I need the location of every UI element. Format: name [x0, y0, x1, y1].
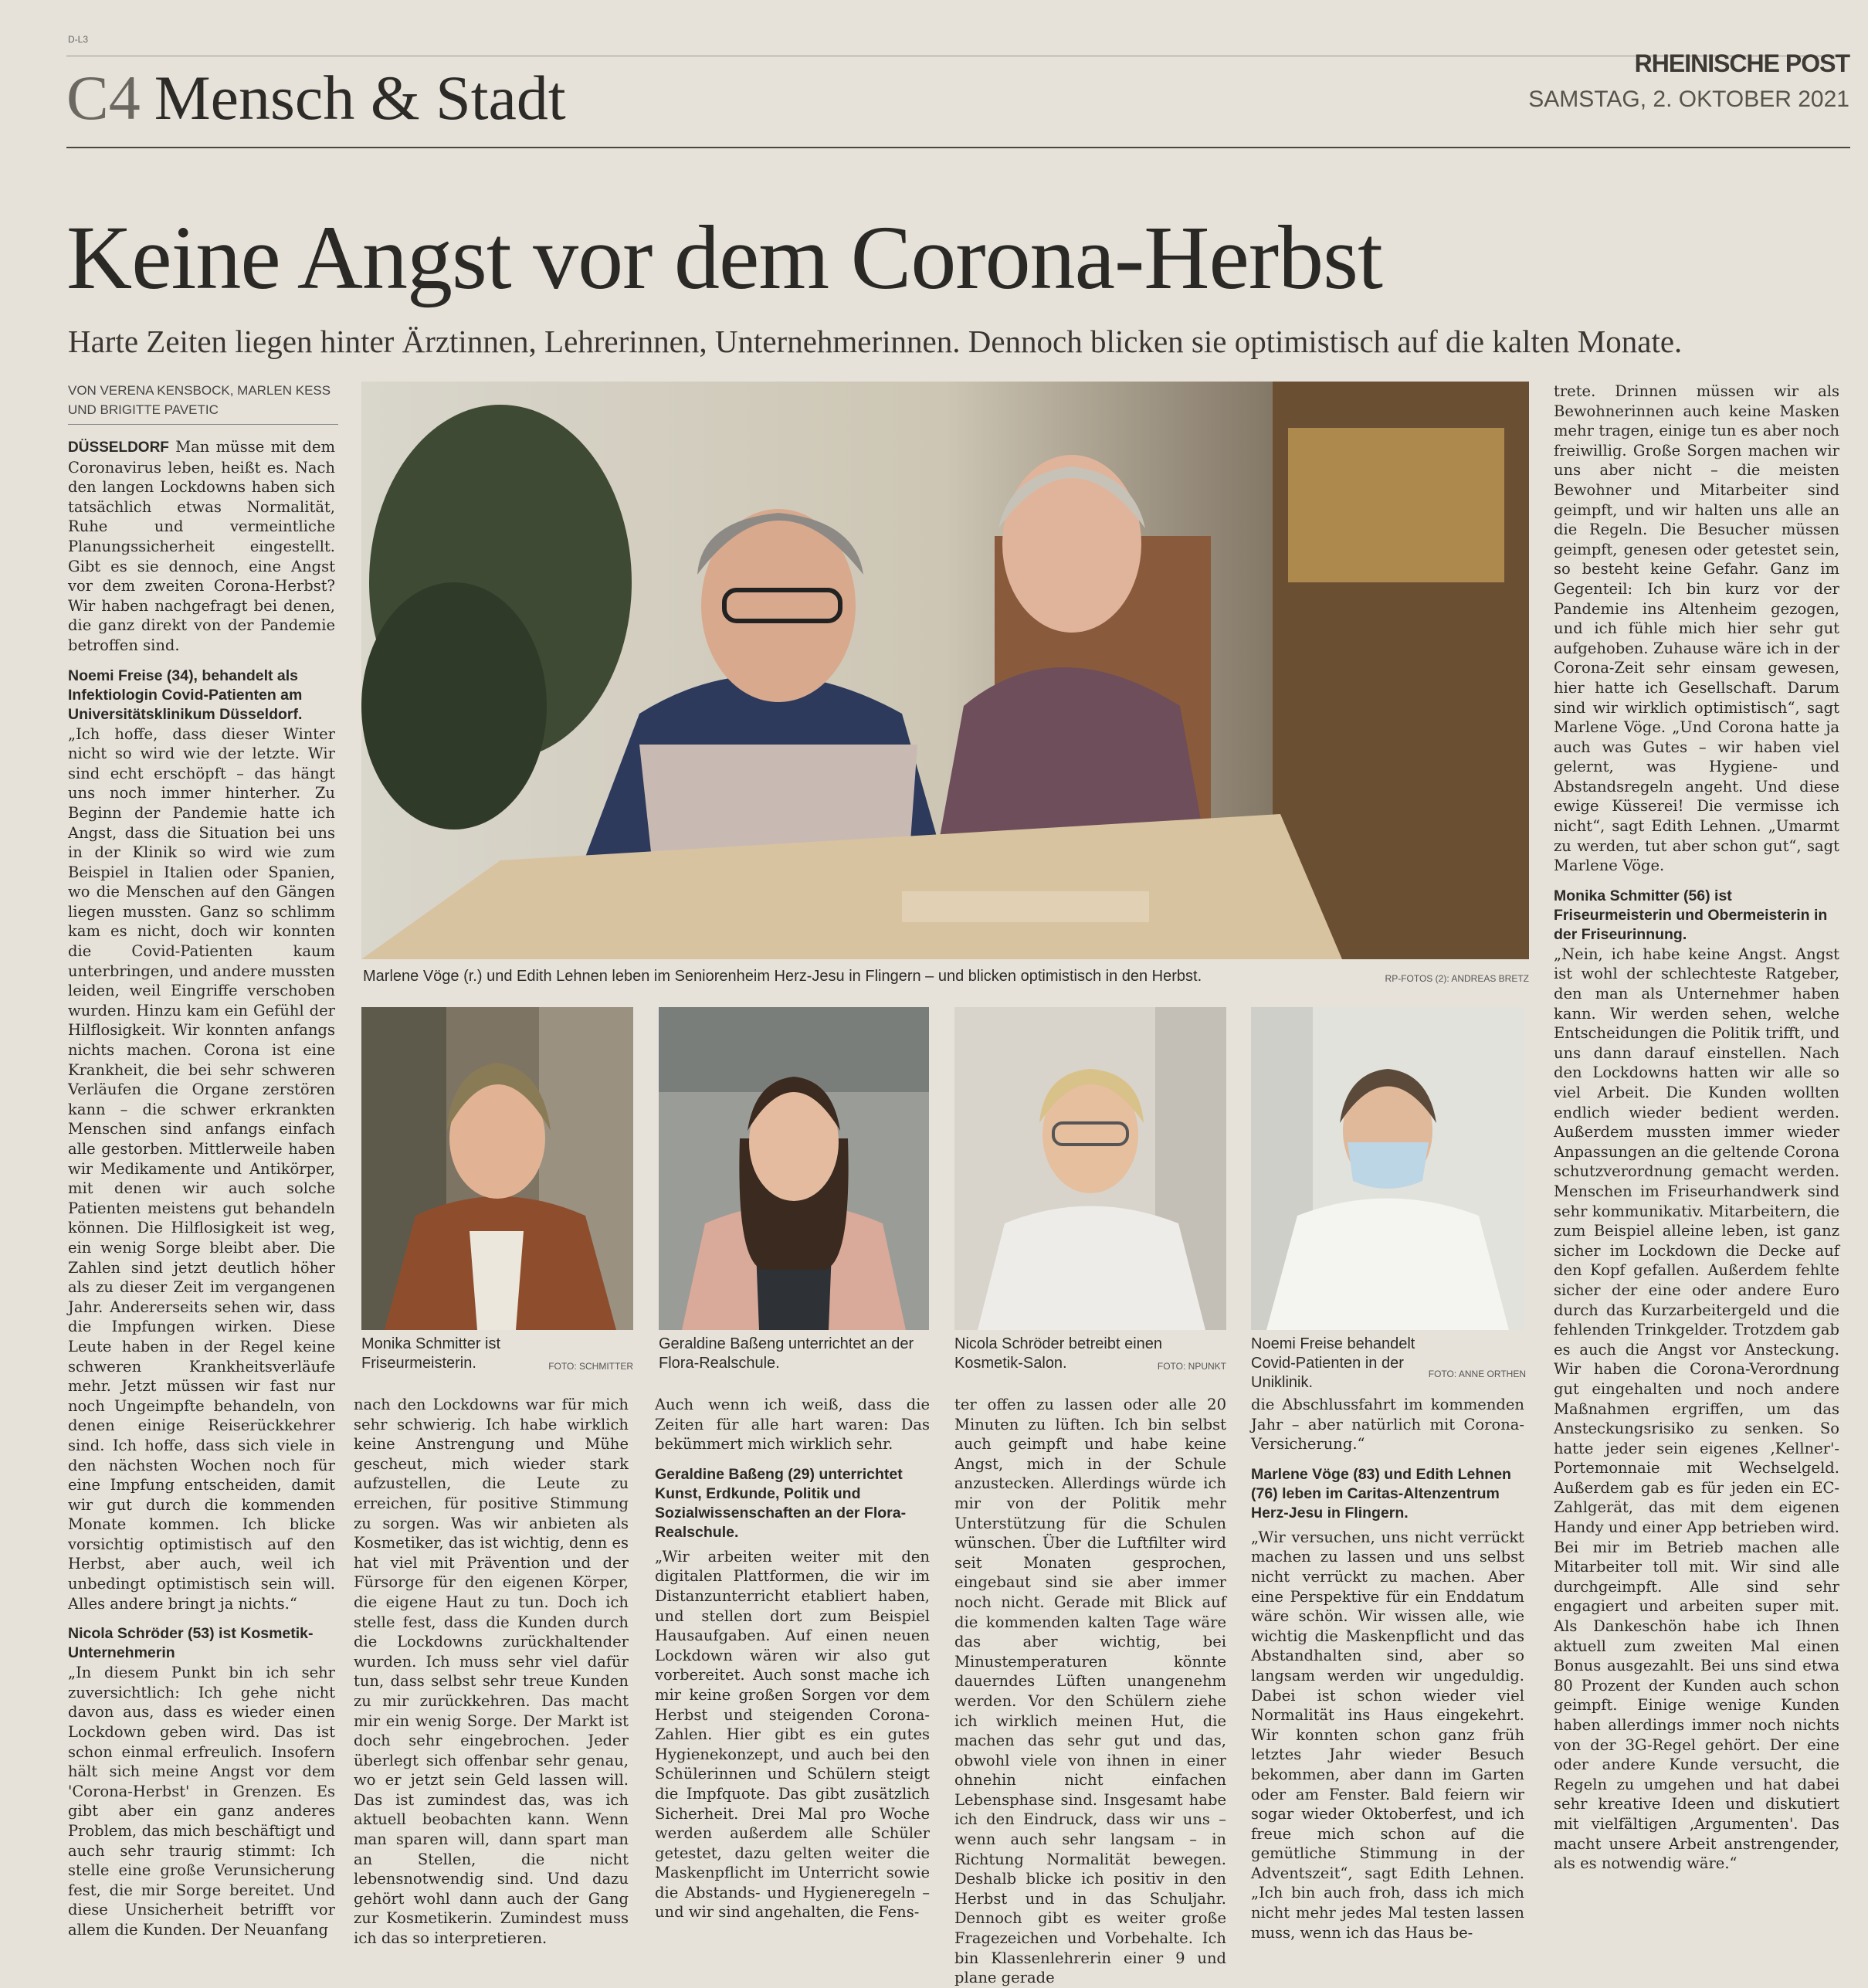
credit-monika: FOTO: SCHMITTER	[548, 1361, 633, 1372]
seniors-subheading: Marlene Vöge (83) und Edith Lehnen (76) leben im Caritas-Altenzentrum Herz-Jesu in Flingern.	[1251, 1465, 1511, 1522]
intro-paragraph	[68, 437, 335, 656]
text-column-1	[68, 437, 335, 1943]
noemi-subheading: Noemi Freise (34), behandelt als Infektiologin Covid-Patienten am Universitätsklinikum Düsseldorf.	[68, 667, 303, 723]
geraldine-statement-part1: „Wir arbeiten weiter mit den digitalen Plattformen, die wir im Distanzunterricht etabliert haben, und stellen dort zum Beispiel Hausaufgaben. Auf einen neuen Lockdown wären wir also gut vorbereitet. Auch sonst mache ich mir keine großen Sorgen vor dem Herbst und steigenden Corona-Zahlen. Hier gibt es ein gutes Hygienekonzept, und auch bei den Schülerinnen und Schülern steigt die Impfquote. Das gibt zusätzlich Sicherheit. Drei Mal pro Woche werden außerdem alle Schüler getestet, dazu gelten weiter die Maskenpflicht im Unterricht sowie die Abstands- und Hygieneregeln – und wir sind angehalten, die Fens-	[655, 1547, 930, 1922]
header-rule	[66, 147, 1850, 148]
geraldine-statement-part2: ter offen zu lassen oder alle 20 Minuten zu lüften. Ich bin selbst auch geimpft und habe keine Angst, mich in der Schule anzustecken. Allerdings würde ich mir von der Politik mehr Unterstützung für die Schulen wünschen. Über die Luftfilter wird seit Monaten gesprochen, eingebaut sind sie aber immer noch nicht. Gerade mit Blick auf die kommenden kalten Tage wäre das aber wichtig, bei Minustemperaturen könnte dauerndes Lüften unangenehm werden. Vor den Schülern ziehe ich wirklich meinen Hut, die machen das sehr gut und das, obwohl viele von ihnen in einer ohnehin nicht einfachen Lebensphase sind. Insgesamt habe ich den Eindruck, dass wir uns – wenn auch sehr langsam – in Richtung Normalität bewegen. Deshalb blicke ich positiv in den Herbst und in das Schuljahr. Dennoch gibt es weiter große Fragezeichen und Vorbehalte. Ich bin Klassenlehrerin einer 9 und plane gerade	[954, 1396, 1226, 1987]
article-subheadline: Harte Zeiten liegen hinter Ärztinnen, Lehrerinnen, Unternehmerinnen. Dennoch blicken sie optimistisch auf die kalten Monate.	[68, 324, 1683, 359]
nicola-statement-part1: „In diesem Punkt bin ich sehr zuversichtlich: Ich gehe nicht davon aus, dass es wieder einen Lockdown geben wird. Das ist schon einmal erfreulich. Insofern hält sich meine Angst vor dem 'Corona-Herbst' in Grenzen. Es gibt aber ein ganz anderes Problem, das mich beschäftigt und auch sehr traurig stimmt: Ich stelle eine große Verunsicherung fest, die mir Sorge bereitet. Und diese Unsicherheit betrifft vor allem die Kunden. Der Neuanfang	[68, 1664, 335, 1939]
nicola-statement-part2: nach den Lockdowns war für mich sehr schwierig. Ich habe wirklich keine Anstrengung und Mühe gescheut, mich wieder stark aufzustellen, die Leute zu erreichen, für positive Stimmung zu sorgen. Was wir anbieten als Kosmetiker, das ist wichtig, denn es hat viel mit Prävention und der Fürsorge für den eigenen Körper, die eigene Haut zu tun. Doch ich stelle fest, dass die Kunden durch die Lockdowns zurückhaltender wurden. Ich muss sehr viel dafür tun, dass selbst sehr treue Kunden zu mir zurückkehren. Das macht mir ein wenig Sorge. Der Markt ist doch sehr eingebrochen. Jeder überlegt sich offenbar sehr genau, wo er jetzt sein Geld lassen will. Das ist zumindest das, was ich aktuell beobachten kann. Wenn man sparen will, dann spart man an Stellen, die nicht lebensnotwendig sind. Und dazu gehört wohl dann auch der Gang zur Kosmetikerin. Zumindest muss ich das so interpretieren.	[354, 1396, 629, 1948]
monika-subheading: Monika Schmitter (56) ist Friseurmeisterin und Obermeisterin in der Friseurinnung.	[1554, 887, 1828, 943]
caption-geraldine: Geraldine Baßeng unterrichtet an der Flora-Realschule.	[659, 1335, 914, 1372]
photo-noemi	[1251, 1007, 1524, 1330]
geraldine-subheading: Geraldine Baßeng (29) unterrichtet Kunst, Erdkunde, Politik und Sozialwissenschaften an der Flora-Realschule.	[655, 1465, 907, 1541]
caption-monika: Monika Schmitter ist Friseurmeisterin.	[361, 1335, 501, 1372]
geraldine-portrait-illustration	[659, 1007, 929, 1330]
page-code: D-L3	[68, 34, 89, 45]
seniors-statement-part1: „Wir versuchen, uns nicht verrückt machen zu lassen und uns selbst nicht verrückt zu machen. Aber eine Perspektive für ein Enddatum wäre schön. Wir wissen alle, wie wichtig die Maskenpflicht und das Abstandhalten sind, aber so langsam werden wir ungeduldig. Dabei ist schon wieder viel Normalität ins Haus eingekehrt. Wir konnten schon ganz früh letztes Jahr wieder Besuch bekommen, aber dann im Garten oder am Fenster. Bald feiern wir sogar wieder Oktoberfest, und ich freue mich schon auf die gemütliche Stimmung in der Adventszeit“, sagt Edith Lehnen. „Ich bin auch froh, dass ich mich nicht mehr jedes Mal testen lassen muss, wenn ich das Haus be-	[1251, 1528, 1524, 1942]
section-number: C4	[66, 63, 141, 133]
nicola-statement-part3: Auch wenn ich weiß, dass die Zeiten für alle hart waren: Das bekümmert mich wirklich sehr.	[655, 1396, 930, 1454]
section-header	[66, 62, 566, 134]
text-column-6	[1554, 382, 1839, 1945]
text-column-2	[354, 1395, 629, 1948]
main-photo-credit: RP-FOTOS (2): ANDREAS BRETZ	[1385, 973, 1529, 984]
caption-nicola: Nicola Schröder betreibt einen Kosmetik-Salon.	[954, 1335, 1163, 1372]
monika-portrait-illustration	[361, 1007, 633, 1330]
text-column-3	[655, 1395, 930, 1945]
noemi-portrait-illustration	[1251, 1007, 1524, 1330]
photo-monika	[361, 1007, 633, 1330]
text-column-4	[954, 1395, 1226, 1987]
credit-noemi: FOTO: ANNE ORTHEN	[1428, 1369, 1526, 1379]
credit-nicola: FOTO: NPUNKT	[1157, 1361, 1226, 1372]
nicola-subheading: Nicola Schröder (53) ist Kosmetik-Unternehmerin	[68, 1625, 314, 1662]
noemi-statement: „Ich hoffe, dass dieser Winter nicht so wird wie der letzte. Wir sind echt erschöpft – das hängt uns noch immer hinterher. Zu Beginn der Pandemie hatte ich Angst, dass die Situation bei uns in der Klinik so wird wie zum Beispiel in Italien oder Spanien, wo die Menschen auf den Gängen liegen mussten. Ganz so schlimm kam es nicht, doch wir konnten die Covid-Patienten kaum unterbringen, und andere mussten leiden, weil Eingriffe verschoben wurden. Hinzu kam ein Gefühl der Hilflosigkeit. Wir konnten anfangs nichts machen. Corona ist eine Krankheit, die bei sehr schweren Verläufen die Organe zerstören kann – die schwer erkrankten Menschen sind anfangs einfach alle gestorben. Mittlerweile haben wir Medikamente und Antikörper, mit denen wir auch solche Patienten meistens gut behandeln können. Die Hilflosigkeit ist weg, ein wenig Sorge bleibt aber. Die Zahlen sind jetzt deutlich höher als zu dieser Zeit im vergangenen Jahr. Andererseits sehen wir, dass die Impfungen wirken. Diese Leute haben in der Regel keine schweren Krankheitsverläufe mehr. Jetzt müssen wir fast nur noch Ungeimpfte behandeln, von denen einige Reiserückkehrer sind. Ich hoffe, dass sich viele in den nächsten Wochen noch für eine Impfung entscheiden, damit wir gut durch die kommenden Monate kommen. Ich blicke vorsichtig optimistisch auf den Herbst, aber auch, weil ich unbedingt optimistisch sein will. Alles andere bringt ja nichts.“	[68, 724, 335, 1613]
article-byline: VON VERENA KENSBOCK, MARLEN KESS UND BRIGITTE PAVETIC	[68, 381, 338, 425]
newspaper-brand: RHEINISCHE POST	[1634, 49, 1849, 77]
geraldine-statement-part3: die Abschlussfahrt im kommenden Jahr – aber natürlich mit Corona-Versicherung.“	[1251, 1396, 1524, 1454]
text-column-5	[1251, 1395, 1524, 1945]
issue-date: SAMSTAG, 2. OKTOBER 2021	[1528, 87, 1849, 112]
nicola-portrait-illustration	[954, 1007, 1226, 1330]
seniors-statement-part2: trete. Drinnen müssen wir als Bewohnerinnen auch keine Masken mehr tragen, einige tun es aber noch freiwillig. Große Sorgen machen wir uns aber nicht – die meisten Bewohner und Mitarbeiter sind geimpft, und wir halten uns alle an die Regeln. Die Besucher müssen geimpft, genesen oder getestet sein, so besteht keine Gefahr. Ganz im Gegenteil: Ich bin kurz vor der Pandemie ins Altenheim gezogen, und ich fühle mich hier sehr gut aufgehoben. Zuhause wäre ich in der Corona-Zeit sehr einsam gewesen, hier hatte ich Gesellschaft. Darum sind wir wirklich optimistisch“, sagt Marlene Vöge. „Und Corona hatte ja auch was Gutes – wir haben viel gelernt, was Hygiene- und Abstandsregeln angeht. Und diese ewige Küsserei! Die vermisse ich nicht“, sagt Edith Lehnen. „Umarmt zu werden, tut aber schon gut“, sagt Marlene Vöge.	[1554, 382, 1839, 875]
dateline: DÜSSELDORF	[68, 439, 169, 456]
article-headline: Keine Angst vor dem Corona-Herbst	[66, 207, 1382, 308]
main-photo-seniors	[361, 382, 1529, 959]
intro-text: Man müsse mit dem Coronavirus leben, heißt es. Nach den langen Lockdowns haben sich tatsächlich etwas Normalität, Ruhe und vermeintliche Planungssicherheit eingestellt. Gibt es sie dennoch, eine Angst vor dem zweiten Corona-Herbst? Wir haben nachgefragt bei denen, die ganz direkt von der Pandemie betroffen sind.	[68, 438, 335, 654]
caption-noemi: Noemi Freise behandelt Covid-Patienten in der Uniklinik.	[1251, 1335, 1415, 1391]
monika-statement: „Nein, ich habe keine Angst. Angst ist wohl der schlechteste Ratgeber, den man als Unternehmer haben kann. Wir werden sehen, welche Entscheidungen die Politik trifft, und uns dann darauf einstellen. Nach den Lockdowns hatten wir alle so viel Arbeit. Die Kunden wollten endlich wieder bedient werden. Außerdem mussten immer wieder Anpassungen an die geltende Corona schutzverordnung gemacht werden. Menschen im Friseurhandwerk sind sehr kommunikativ. Mitarbeitern, die zum Beispiel alleine leben, ist ganz sicher im Lockdown die Decke auf den Kopf gefallen. Außerdem fehlte sicher der eine oder andere Euro durch das Kurzarbeitergeld und die fehlenden Trinkgelder. Trotzdem gab es auch die Angst vor Ansteckung. Wir haben die Corona-Verordnung gut eingehalten und noch andere Maßnahmen ergriffen, um das Ansteckungsrisiko zu senken. So hatte jeder sein eigenes ‚Kellner'-Portemonnaie mit Wechselgeld. Außerdem gab es für jeden ein EC- Zahlgerät, das mit dem eigenen Handy und einer App betrieben wird. Bei mir im Betrieb machen alle Mitarbeiter toll mit. Wir sind alle durchgeimpft. Alle sind sehr engagiert und arbeiten super mit. Als Dankeschön habe ich Ihnen aktuell zum zweiten Mal einen Bonus ausgezahlt. Bei uns sind etwa 80 Prozent der Kunden auch schon geimpft. Einige wenige Kunden haben allerdings immer noch nichts von der 3G-Regel gehört. Der eine oder andere Kunde versucht, die Regeln zu umgehen und hat dabei sehr kreative Ideen und diskutiert mit vielfältigen ‚Argumenten'. Das macht unsere Arbeit anstrengender, als es notwendig wäre.“	[1554, 945, 1839, 1873]
photo-geraldine	[659, 1007, 929, 1330]
photo-nicola	[954, 1007, 1226, 1330]
section-title: Mensch & Stadt	[154, 63, 566, 133]
main-photo-caption: Marlene Vöge (r.) und Edith Lehnen leben im Seniorenheim Herz-Jesu in Flingern – und blicken optimistisch in den Herbst.	[363, 968, 1202, 985]
seniors-photo-illustration	[361, 382, 1529, 959]
